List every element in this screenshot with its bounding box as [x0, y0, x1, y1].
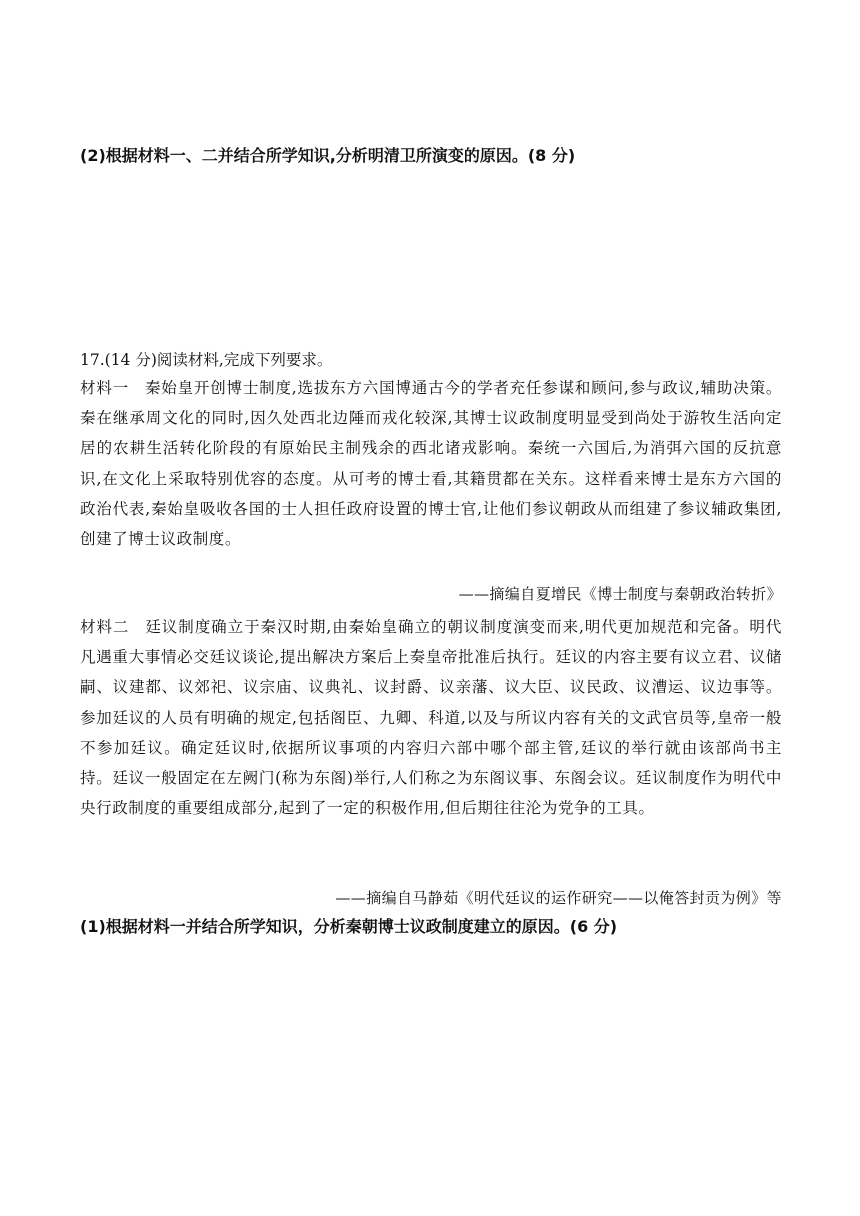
material-1-label: 材料一	[80, 379, 129, 397]
material-2-text: 廷议制度确立于秦汉时期,由秦始皇确立的朝议制度演变而来,明代更加规范和完备。明代凡遇重大事情必交廷议谈论,提出解决方案后上奏皇帝批准后执行。廷议的内容主要有议立君、议储嗣、议建都、议郊祀、议宗庙、议典礼、议封爵、议亲藩、议大臣、议民政、议漕运、议边事等。参加廷议的人员有明确的规定,包括阁臣、九卿、科道,以及与所议内容有关的文武官员等,皇帝一般不参加廷议。确定廷议时,依据所议事项的内容归六部中哪个部主管,廷议的举行就由该部尚书主持。廷议一般固定在左阙门(称为东阁)举行,人们称之为东阁议事、东阁会议。廷议制度作为明代中央行政制度的重要组成部分,起到了一定的积极作用,但后期往往沦为党争的工具。	[80, 618, 782, 818]
material-2	[80, 612, 782, 823]
material-1-text: 秦始皇开创博士制度,选拔东方六国博通古今的学者充任参谋和顾问,参与政议,辅助决策。秦在继承周文化的同时,因久处西北边陲而戎化较深,其博士议政制度明显受到尚处于游牧生活向定居的农耕生活转化阶段的有原始民主制残余的西北诸戎影响。秦统一六国后,为消弭六国的反抗意识,在文化上采取特别优容的态度。从可考的博士看,其籍贯都在关东。这样看来博士是东方六国的政治代表,秦始皇吸收各国的士人担任政府设置的博士官,让他们参议朝政从而组建了参议辅政集团,创建了博士议政制度。	[80, 379, 782, 549]
question-2-prompt: (2)根据材料一、二并结合所学知识,分析明清卫所演变的原因。(8 分)	[80, 146, 576, 165]
question-17-sub-1: (1)根据材料一并结合所学知识，分析秦朝博士议政制度建立的原因。(6 分)	[80, 917, 618, 936]
material-1	[80, 373, 782, 554]
question-17-heading: 17.(14 分)阅读材料,完成下列要求。	[80, 351, 333, 369]
material-1-source: ——摘编自夏增民《博士制度与秦朝政治转折》	[458, 585, 782, 603]
material-2-source: ——摘编自马静茹《明代廷议的运作研究——以俺答封贡为例》等	[335, 889, 782, 907]
material-2-label: 材料二	[80, 618, 130, 636]
